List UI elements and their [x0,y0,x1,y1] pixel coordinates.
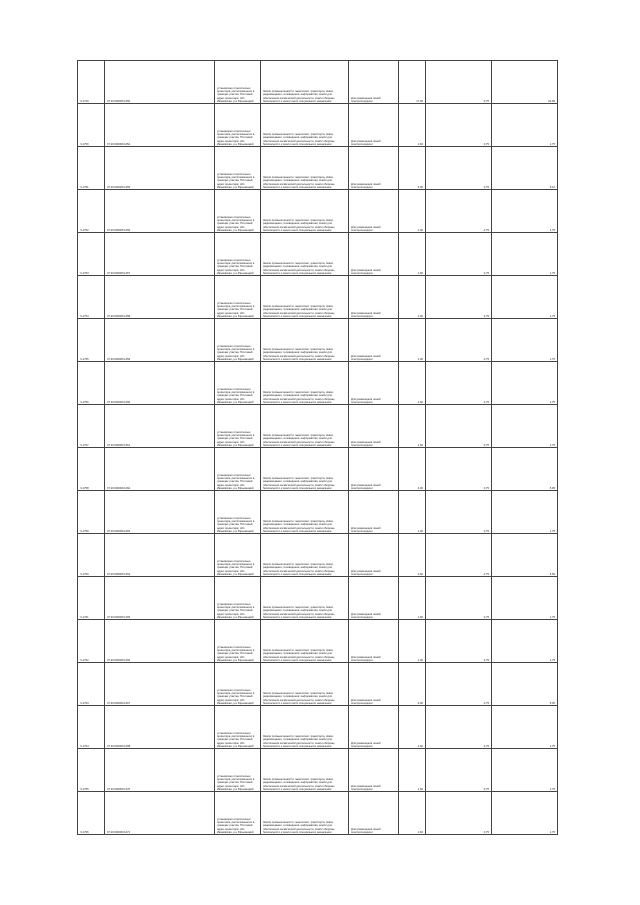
sum-cell: 1,75 [492,706,558,749]
table-row [78,147,558,190]
location-cell: установлено относительно ориентира, расположенного в границах участка. Почтовый адрес ориентира: обл. Ивановская, р-н Юрьевецкий [215,104,261,147]
area-cell: 1,60 [399,577,426,620]
sum-cell: 1,75 [492,276,558,319]
area-cell: 1,00 [399,319,426,362]
area-cell: 1,00 [399,620,426,663]
rate-cell: 0,75 [426,620,492,663]
parcel-number-cell: Ч-1763 [78,663,105,706]
land-category-cell: Земли промышленности, энергетики, транспорта, связи, радиовещания, телевидения, информатики, земли для обеспечения космической деятельности, земли обороны, безопасности и земли иного специального назначения [261,233,349,276]
sum-cell: 5,05 [492,448,558,491]
permitted-use-cell: Для размещения линий электропередачи [349,534,399,577]
area-cell: 1,60 [399,362,426,405]
parcel-number-cell: Ч-1755 [78,319,105,362]
sum-cell: 1,75 [492,792,558,835]
permitted-use-cell: Для размещения линий электропередачи [349,147,399,190]
land-category-cell: Земли промышленности, энергетики, транспорта, связи, радиовещания, телевидения, информатики, земли для обеспечения космической деятельности, земли обороны, безопасности и земли иного специального назначения [261,749,349,792]
rate-cell: 0,75 [426,448,492,491]
location-cell: установлено относительно ориентира, расположенного в границах участка. Почтовый адрес ориентира: обл. Ивановская, р-н Юрьевецкий [215,663,261,706]
land-category-cell: Земли промышленности, энергетики, транспорта, связи, радиовещания, телевидения, информатики, земли для обеспечения космической деятельности, земли обороны, безопасности и земли иного специального назначения [261,792,349,835]
table-row [78,534,558,577]
permitted-use-cell: Для размещения линий электропередачи [349,190,399,233]
cadastral-number-cell: 37:20:000000:1456 [105,190,215,233]
land-category-cell: Земли промышленности, энергетики, транспорта, связи, радиовещания, телевидения, информатики, земли для обеспечения космической деятельности, земли обороны, безопасности и земли иного специального назначения [261,491,349,534]
sum-cell: 1,75 [492,620,558,663]
permitted-use-cell: Для размещения линий электропередачи [349,61,399,104]
area-cell: 1,60 [399,233,426,276]
rate-cell: 0,75 [426,147,492,190]
location-cell: установлено относительно ориентира, расположенного в границах участка. Почтовый адрес ориентира: обл. Ивановская, р-н Юрьевецкий [215,147,261,190]
location-cell: установлено относительно ориентира, расположенного в границах участка. Почтовый адрес ориентира: обл. Ивановская, р-н Юрьевецкий [215,61,261,104]
cadastral-number-cell: 37:20:000000:1461 [105,405,215,448]
sum-cell: 5,12 [492,147,558,190]
table-body [78,61,558,835]
area-cell: 4,60 [399,534,426,577]
cadastral-number-cell: 37:20:000000:1468 [105,706,215,749]
location-cell: установлено относительно ориентира, расположенного в границах участка. Почтовый адрес ориентира: обл. Ивановская, р-н Юрьевецкий [215,190,261,233]
table-row [78,792,558,835]
location-cell: установлено относительно ориентира, расположенного в границах участка. Почтовый адрес ориентира: обл. Ивановская, р-н Юрьевецкий [215,319,261,362]
location-cell: установлено относительно ориентира, расположенного в границах участка. Почтовый адрес ориентира: обл. Ивановская, р-н Юрьевецкий [215,706,261,749]
permitted-use-cell: Для размещения линий электропередачи [349,362,399,405]
parcel-number-cell: Ч-1765 [78,749,105,792]
sum-cell: 5,35 [492,663,558,706]
land-category-cell: Земли промышленности, энергетики, транспорта, связи, радиовещания, телевидения, информатики, земли для обеспечения космической деятельности, земли обороны, безопасности и земли иного специального назначения [261,190,349,233]
permitted-use-cell: Для размещения линий электропередачи [349,319,399,362]
sum-cell: 1,75 [492,319,558,362]
table-row [78,405,558,448]
parcel-number-cell: Ч-1752 [78,190,105,233]
location-cell: установлено относительно ориентира, расположенного в границах участка. Почтовый адрес ориентира: обл. Ивановская, р-н Юрьевецкий [215,405,261,448]
area-cell: 1,60 [399,706,426,749]
location-cell: установлено относительно ориентира, расположенного в границах участка. Почтовый адрес ориентира: обл. Ивановская, р-н Юрьевецкий [215,792,261,835]
parcel-number-cell: Ч-1762 [78,620,105,663]
area-cell: 17,60 [399,61,426,104]
cadastral-number-cell: 37:20:000000:1463 [105,491,215,534]
rate-cell: 0,75 [426,534,492,577]
location-cell: установлено относительно ориентира, расположенного в границах участка. Почтовый адрес ориентира: обл. Ивановская, р-н Юрьевецкий [215,233,261,276]
land-category-cell: Земли промышленности, энергетики, транспорта, связи, радиовещания, телевидения, информатики, земли для обеспечения космической деятельности, земли обороны, безопасности и земли иного специального назначения [261,147,349,190]
permitted-use-cell: Для размещения линий электропередачи [349,620,399,663]
location-cell: установлено относительно ориентира, расположенного в границах участка. Почтовый адрес ориентира: обл. Ивановская, р-н Юрьевецкий [215,448,261,491]
land-category-cell: Земли промышленности, энергетики, транспорта, связи, радиовещания, телевидения, информатики, земли для обеспечения космической деятельности, земли обороны, безопасности и земли иного специального назначения [261,620,349,663]
rate-cell: 0,75 [426,319,492,362]
cadastral-number-cell: 37:20:000000:1462 [105,448,215,491]
cadastral-number-cell: 37:20:000000:1465 [105,577,215,620]
permitted-use-cell: Для размещения линий электропередачи [349,706,399,749]
area-cell: 4,00 [399,448,426,491]
table-row [78,706,558,749]
permitted-use-cell: Для размещения линий электропередачи [349,448,399,491]
sum-cell: 1,75 [492,190,558,233]
rate-cell: 0,75 [426,190,492,233]
table-row [78,104,558,147]
cadastral-number-cell: 37:20:000000:1450 [105,61,215,104]
sum-cell: 1,75 [492,233,558,276]
table-row [78,749,558,792]
sum-cell: 6,59 [492,534,558,577]
table-row [78,663,558,706]
area-cell: 1,60 [399,276,426,319]
area-cell: 1,60 [399,749,426,792]
permitted-use-cell: Для размещения линий электропередачи [349,749,399,792]
parcel-number-cell: Ч-1749 [78,61,105,104]
cadastral-number-cell: 37:20:000000:1455 [105,147,215,190]
cadastral-number-cell: 37:20:000000:1457 [105,233,215,276]
parcel-number-cell: Ч-1766 [78,792,105,835]
area-cell: 1,00 [399,491,426,534]
parcel-number-cell: Ч-1756 [78,362,105,405]
sum-cell: 24,69 [492,61,558,104]
table-row [78,276,558,319]
land-category-cell: Земли промышленности, энергетики, транспорта, связи, радиовещания, телевидения, информатики, земли для обеспечения космической деятельности, земли обороны, безопасности и земли иного специального назначения [261,104,349,147]
land-category-cell: Земли промышленности, энергетики, транспорта, связи, радиовещания, телевидения, информатики, земли для обеспечения космической деятельности, земли обороны, безопасности и земли иного специального назначения [261,405,349,448]
permitted-use-cell: Для размещения линий электропередачи [349,276,399,319]
cadastral-number-cell: 37:20:000000:1458 [105,276,215,319]
cadastral-number-cell: 37:20:000000:1466 [105,620,215,663]
location-cell: установлено относительно ориентира, расположенного в границах участка. Почтовый адрес ориентира: обл. Ивановская, р-н Юрьевецкий [215,749,261,792]
area-cell: 1,60 [399,792,426,835]
area-cell: 1,60 [399,405,426,448]
cadastral-number-cell: 37:20:000000:1454 [105,104,215,147]
sum-cell: 1,75 [492,749,558,792]
rate-cell: 0,75 [426,663,492,706]
cadastral-number-cell: 37:20:000000:1460 [105,362,215,405]
land-category-cell: Земли промышленности, энергетики, транспорта, связи, радиовещания, телевидения, информатики, земли для обеспечения космической деятельности, земли обороны, безопасности и земли иного специального назначения [261,276,349,319]
parcel-number-cell: Ч-1758 [78,448,105,491]
sum-cell: 1,75 [492,362,558,405]
land-category-cell: Земли промышленности, энергетики, транспорта, связи, радиовещания, телевидения, информатики, земли для обеспечения космической деятельности, земли обороны, безопасности и земли иного специального назначения [261,319,349,362]
land-category-cell: Земли промышленности, энергетики, транспорта, связи, радиовещания, телевидения, информатики, земли для обеспечения космической деятельности, земли обороны, безопасности и земли иного специального назначения [261,534,349,577]
location-cell: установлено относительно ориентира, расположенного в границах участка. Почтовый адрес ориентира: обл. Ивановская, р-н Юрьевецкий [215,362,261,405]
cadastral-number-cell: 37:20:000000:1471 [105,792,215,835]
land-category-cell: Земли промышленности, энергетики, транспорта, связи, радиовещания, телевидения, информатики, земли для обеспечения космической деятельности, земли обороны, безопасности и земли иного специального назначения [261,577,349,620]
rate-cell: 0,75 [426,405,492,448]
parcel-number-cell: Ч-1759 [78,491,105,534]
parcel-number-cell: Ч-1754 [78,276,105,319]
location-cell: установлено относительно ориентира, расположенного в границах участка. Почтовый адрес ориентира: обл. Ивановская, р-н Юрьевецкий [215,534,261,577]
land-category-cell: Земли промышленности, энергетики, транспорта, связи, радиовещания, телевидения, информатики, земли для обеспечения космической деятельности, земли обороны, безопасности и земли иного специального назначения [261,706,349,749]
table-row [78,620,558,663]
cadastral-number-cell: 37:20:000000:1470 [105,749,215,792]
rate-cell: 0,75 [426,792,492,835]
rate-cell: 0,75 [426,233,492,276]
land-category-cell: Земли промышленности, энергетики, транспорта, связи, радиовещания, телевидения, информатики, земли для обеспечения космической деятельности, земли обороны, безопасности и земли иного специального назначения [261,362,349,405]
table-row [78,577,558,620]
rate-cell: 0,75 [426,276,492,319]
rate-cell: 0,75 [426,749,492,792]
cadastral-number-cell: 37:20:000000:1459 [105,319,215,362]
table-row [78,319,558,362]
location-cell: установлено относительно ориентира, расположенного в границах участка. Почтовый адрес ориентира: обл. Ивановская, р-н Юрьевецкий [215,491,261,534]
permitted-use-cell: Для размещения линий электропередачи [349,792,399,835]
area-cell: 5,00 [399,147,426,190]
permitted-use-cell: Для размещения линий электропередачи [349,577,399,620]
parcel-number-cell: Ч-1750 [78,104,105,147]
land-category-cell: Земли промышленности, энергетики, транспорта, связи, радиовещания, телевидения, информатики, земли для обеспечения космической деятельности, земли обороны, безопасности и земли иного специального назначения [261,61,349,104]
permitted-use-cell: Для размещения линий электропередачи [349,491,399,534]
permitted-use-cell: Для размещения линий электропередачи [349,405,399,448]
parcel-number-cell: Ч-1751 [78,147,105,190]
sum-cell: 1,75 [492,104,558,147]
land-category-cell: Земли промышленности, энергетики, транспорта, связи, радиовещания, телевидения, информатики, земли для обеспечения космической деятельности, земли обороны, безопасности и земли иного специального назначения [261,448,349,491]
area-cell: 4,00 [399,663,426,706]
table-row [78,233,558,276]
sum-cell: 1,75 [492,491,558,534]
table-row [78,61,558,104]
parcel-number-cell: Ч-1757 [78,405,105,448]
location-cell: установлено относительно ориентира, расположенного в границах участка. Почтовый адрес ориентира: обл. Ивановская, р-н Юрьевецкий [215,620,261,663]
parcel-number-cell: Ч-1753 [78,233,105,276]
parcel-number-cell: Ч-1764 [78,706,105,749]
rate-cell: 0,75 [426,61,492,104]
rate-cell: 0,75 [426,104,492,147]
permitted-use-cell: Для размещения линий электропередачи [349,233,399,276]
rate-cell: 0,75 [426,577,492,620]
rate-cell: 0,75 [426,706,492,749]
table-row [78,448,558,491]
land-category-cell: Земли промышленности, энергетики, транспорта, связи, радиовещания, телевидения, информатики, земли для обеспечения космической деятельности, земли обороны, безопасности и земли иного специального назначения [261,663,349,706]
area-cell: 1,60 [399,104,426,147]
parcel-table [77,60,558,835]
table-row [78,491,558,534]
rate-cell: 0,75 [426,491,492,534]
rate-cell: 0,75 [426,362,492,405]
location-cell: установлено относительно ориентира, расположенного в границах участка. Почтовый адрес ориентира: обл. Ивановская, р-н Юрьевецкий [215,276,261,319]
permitted-use-cell: Для размещения линий электропередачи [349,663,399,706]
table-row [78,362,558,405]
sum-cell: 1,75 [492,577,558,620]
cadastral-number-cell: 37:20:000000:1464 [105,534,215,577]
location-cell: установлено относительно ориентира, расположенного в границах участка. Почтовый адрес ориентира: обл. Ивановская, р-н Юрьевецкий [215,577,261,620]
parcel-number-cell: Ч-1760 [78,534,105,577]
cadastral-number-cell: 37:20:000000:1467 [105,663,215,706]
area-cell: 1,00 [399,190,426,233]
table-row [78,190,558,233]
parcel-number-cell: Ч-1761 [78,577,105,620]
sum-cell: 1,75 [492,405,558,448]
permitted-use-cell: Для размещения линий электропередачи [349,104,399,147]
